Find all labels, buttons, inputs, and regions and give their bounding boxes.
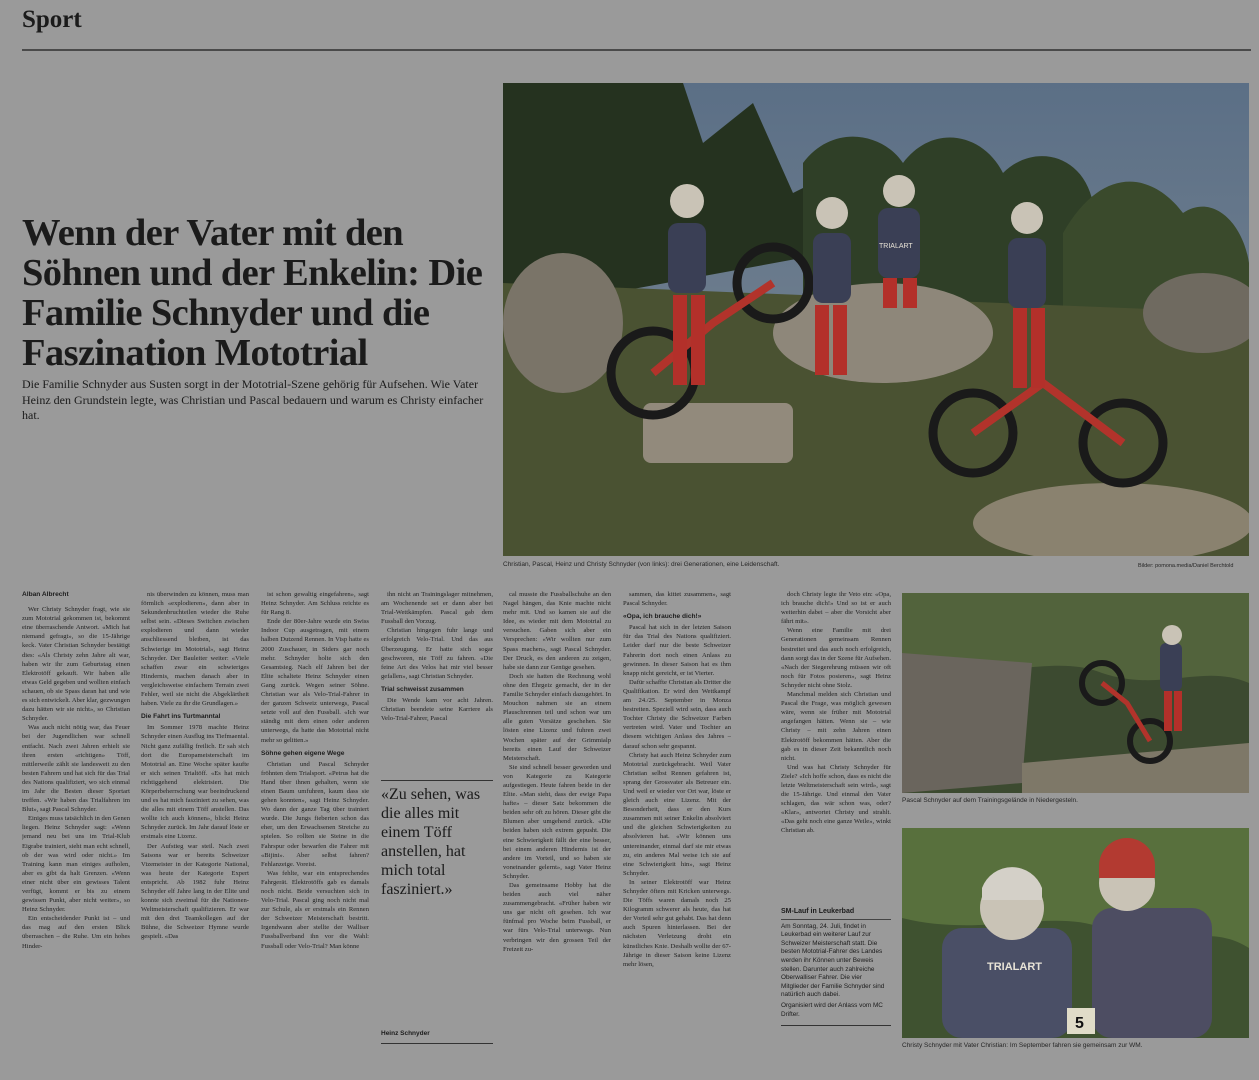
section-label: Sport: [22, 6, 82, 33]
article-column-3: [261, 590, 369, 1060]
col1-p3: Einiges muss tatsächlich in den Genen liegen. Heinz Schnyder sagt: «Wenn jemand neu bei uns im Trial-Klub Eigrabe trainiert, sieht man echt schnell, ob der was wird oder nicht.» Im Training kann man einiges aufholen, aber es gibt da halt Grenzen. «Wenn einer nicht über ein gewisses Talent verfügt, kommt er bis zu einem gewissen Punkt, aber nicht weiter», so Heinz Schnyder.: [22, 815, 130, 914]
top-rule: [22, 49, 1251, 51]
photo-christy-caption: Christy Schnyder mit Vater Christian: Im September fahren sie gemeinsam zur WM.: [902, 1042, 1143, 1049]
pull-quote: «Zu sehen, was die alles mit einem Töff anstellen, hat mich total fasziniert.»: [381, 780, 493, 899]
main-photo-caption: Christian, Pascal, Heinz und Christy Schnyder (von links): drei Generationen, eine Leidenschaft.: [503, 561, 780, 568]
plate-number: 5: [1075, 1015, 1084, 1032]
col3-p3: Christian und Pascal Schnyder fröhnten dem Trialsport. «Petrus hat die Hand über ihnen gehalten, wenn sie einen Baum umfuhren, kaum dass sie gehen konnten», sagt Heinz Schnyder. Wo dann der ganze Tag über trainiert wurde. Die Jungs fieberten schon das eher, um den Erwachsenen Streiche zu spielen. So rollten sie Steine in die Fahrspur oder bewarfen die Fahrer mit «Bijini». Aber selbst fahren? Fehlanzeige. Voreist.: [261, 760, 369, 868]
col3-p1: ist schon gewaltig eingefahren», sagt Heinz Schnyder. Am Schluss reichte es für Rang 8.: [261, 591, 369, 617]
col1-p4: Ein entscheidender Punkt ist – und das mag auf den ersten Blick überraschen – die Ruhe. Um ein hohes Hinder-: [22, 915, 130, 950]
col6-p3: Dafür schaffte Christian als Dritter die Qualifikation. Er wird den Wettkampf am 24./25. September in Monza bestreiten. Speziell wird sein, dass auch Tochter Christy die Schweizer Farben vertreten wird. Vater und Tochter an diesem wichtigen Anlass des Jahres – darauf schon sehr gespannt.: [623, 678, 731, 750]
article-column-7: [781, 590, 891, 902]
col6-p5: In seiner Elektrotöff war Heinz Schnyder öfters mit Kricken unterwegs. Die Töffs waren damals noch 25 Kilogramm schwerer als heute, das hat der Vorteil sehr gut gehabt. Das hat denn auch Spuren hinterlassen. Bei der nächsten Verletzung droht ein künstliches Knie. Deshalb wollte der 67-Jährige in dieser Saison keine Lizenz mehr lösen,: [623, 878, 731, 968]
main-photo: [503, 83, 1249, 556]
jersey-text: TRIALART: [879, 243, 913, 250]
jersey-text-christian: TRIALART: [987, 961, 1042, 973]
infobox-organizer: Organisiert wird der Anlass vom MC Drifter.: [781, 1001, 883, 1018]
subhead-col6: «Opa, ich brauche dich!»: [623, 613, 702, 621]
subhead-col3: Söhne gehen eigene Wege: [261, 749, 345, 757]
col3-p2: Ende der 80er-Jahre wurde ein Swiss Indoor Cup ausgetragen, mit einem halben Dutzend Rennen. In Visp hatte es 2000 Zuschauer, in Siders gar noch mehr. Schnyder holte sich den Gesamtsieg. Nach elf Jahren bei der Elite schaltete Heinz Schnyder einen Gang zurück. Wegen seiner Söhne. Christian war als Velo-Trial-Fahrer in der ganzen Schweiz unterwegs, Pascal setzte voll auf den Fussball. «Ich war ständig mit dem einen oder anderen unterwegs, da hatte das Mototrial nicht mehr so gelitten.»: [261, 618, 369, 744]
col6-p2: Pascal hat sich in der letzten Saison für das Trial des Nations qualifiziert. Leider darf nur die beste Schweizer Fahrerin dort noch einen Anlass zu gewinnen. In dieser Saison hat es ihm knapp nicht gereicht, er ist Vierter.: [623, 624, 731, 677]
subhead-col4: Trial schweisst zusammen: [381, 685, 464, 693]
main-photo-credit: Bilder: pomona.media/Daniel Berchtold: [1138, 563, 1234, 569]
col2-p3: Der Aufstieg war steil. Nach zwei Saisons war er bereits Schweizer Vizemeister in der Kategorie National, was heute der Kategorie Expert entspricht. Ab 1982 fuhr Heinz Schnyder elf Jahre lang in der Elite und konnte sich zweimal für die Nationen-Weltmeisterschaft qualifizieren. Er war mit den drei Teamkollegen auf der Bühne, die Schweizer Hymne wurde gespielt. «Das: [141, 842, 249, 941]
photo-pascal: [902, 593, 1249, 793]
subhead-col2: Die Fahrt ins Turtmanntal: [141, 713, 221, 721]
col5-p3: Sie sind schnell besser geworden und von Kategorie zu Kategorie aufgestiegen. Heute fahren beide in der Elite. «Man sieht, dass der ewige Papa hafte» – dieser Satz bekommen die beiden sehr oft zu hören. Dieser gibt die Blumen aber umgehend zurück. «Die beiden haben sich extrem gepusht. Die eine Schwierigkeit fällt der eine besser, bei einem anderen Hindernis ist der andere im Vorteil, und so haben sie voneinander gelernt», sagt Vater Heinz Schnyder.: [503, 763, 611, 880]
col1-p2: Was auch nicht nötig war, das Feuer bei der Jugendlichen war schnell entfacht. Nach zwei Jahren erhielt sie ihren ersten «richtigen» Töff, mittlerweile zählt sie landesweit zu den besten Fahrern und hat sich für das Trial des Nations qualifiziert, wo sich einmal im Jahr die Besten dieser Sportart treffen. «Wir haben das Trialfahren im Blut», sagt Pascal Schnyder.: [22, 724, 130, 814]
col7-p3: Manchmal melden sich Christian und Pascal die Frage, was möglich gewesen wäre, wenn sie früher mit Mototrial angefangen hätten. Wenn sie – wie Christy – mit zehn Jahren einen Elektrotöff bekommen hätten. Aber die gab es in dieser Zeit bekanntlich noch nicht.: [781, 691, 891, 762]
headline: Wenn der Vater mit den Söhnen und der Enkelin: Die Familie Schnyder und die Faszination Mototrial: [22, 212, 483, 374]
col5-p1: cal musste die Fussballschuhe an den Nagel hängen, das Knie machte nicht mehr mit. Und so kamen sie auf die Idee, es wieder mit dem Mototrial zu versuchen. Gaben sich aber ein Versprechen: «Wir wollten nur zum Spass machen», sagt Pascal Schnyder. Der Druck, es den anderen zu zeigen, habe sie dann zur Genüge gesehen.: [503, 591, 611, 671]
col6-p1: sammen, das kittet zusammen», sagt Pascal Schnyder.: [623, 591, 731, 608]
col1-p1: Wer Christy Schnyder fragt, wie sie zum Mototrial gekommen ist, bekommt eine überraschende Antwort. «Mich hat niemand gefragt», so die 15-Jährige keck. Vater Christian Schnyder bestätigt dies: «Als Christy zehn Jahre alt war, haben wir ihr zum Geburtstag einen Elektrotöff gekauft. Wir haben alle etwas Geld gegeben und wollten einfach schauen, ob sie Spass daran hat und wie es sich entwickelt. Aber klar, gezwungen dazu hätten wir sie nicht», so Christian Schnyder.: [22, 606, 130, 723]
photo-christy-christian: [902, 828, 1249, 1038]
article-column-6: [623, 590, 731, 1060]
article-column-2: [141, 590, 249, 1060]
col3-p4: Was fehlte, war ein entsprechendes Fahrgerät. Elektrotöffs gab es damals noch nicht. Beide versuchten sich in Velo-Trial. Pascal ging noch nicht mal zur Schule, als er erstmals ein Rennen der Schweizer Meisterschaft bestritt. Irgendwann aber stellte der Walliser Fussballverband ihn vor die Wahl: Fussball oder Velo-Trial? Man könne: [261, 869, 369, 950]
infobox-title: SM-Lauf in Leukerbad: [781, 908, 891, 920]
col2-p1: nis überwinden zu können, muss man förmlich «explodieren», dann aber in Sekundenbruchteilen wieder die Ruhe selbst sein. «Dieses Switchen zwischen explodieren und dann wieder anschliessend bleiben, ist das Schwierige im Mototrial», sagt Heinz Schnyder. Der Bauleiter weiter: «Viele schaffen zwar ein schwieriges Hindernis, machen danach aber in vergleichsweise einfachem Terrain zwei Fehler, weil sie nicht die Abgeklärtheit haben. Viele zu ihr die Grundlagen.»: [141, 591, 249, 708]
article-column-4: [381, 590, 493, 770]
lead-paragraph: Die Familie Schnyder aus Susten sorgt in der Mototrial-Szene gehörig für Aufsehen. Wie Vater Heinz den Grundstein legte, was Christian und Pascal bedauern und warum es Christy einfacher hat.: [22, 377, 484, 422]
byline: Alban Albrecht: [22, 591, 69, 598]
infobox: [781, 908, 891, 1026]
col5-p2: Doch sie hatten die Rechnung wohl ohne den Ehrgeiz gemacht, der in der Familie Schnyder einfach dazugehört. In Mouchon nahmen sie an einem Plauschrennen teil und schon war um alle guten Vorsätze geschehen. Sie lösten eine Lizenz und fuhren zwei Wochen später auf der Grimmialp bereits einen Lauf der Schweizer Meisterschaft.: [503, 672, 611, 762]
col2-p2: Im Sommer 1978 machte Heinz Schnyder einen Ausflug ins Tiefmaental. Nicht ganz zufällig freilich. Er sah sich dort die Europameisterschaft im Mototrial an. Eine Woche später kaufte er sich seinen Trialtöff. «Es hat mich richtiggehend elektrisiert. Die Körperbeherrschung war beeindruckend und es hat mich fasziniert zu sehen, was die alles mit einem Töff anstellen. Das wollte ich auch können», blickt Heinz Schnyder zurück. Im Jahr darauf löste er erstmals eine Lizenz.: [141, 724, 249, 841]
col4-p3: Die Wende kam vor acht Jahren. Christian beendete seine Karriere als Velo-Trial-Fahrer, Pascal: [381, 697, 493, 723]
col6-p4: Christy hat auch Heinz Schnyder zum Mototrial zurückgebracht. Weil Vater Christian selbst Rennen gefahren ist, sprang der Grossvater als Betreuer ein. Und weil er wieder vor Ort war, löste er gleich auch eine Lizenz. Mit der Besonderheit, dass er den Kurs zusammen mit seiner Enkelin absolviert und die gleichen Schwierigkeiten zu absolvieren hat. «Wir können uns untereinander, einmal darf sie mir etwas zu, ein anderes Mal weise ich sie auf eine Schwierigkeit hin», sagt Heinz Schnyder.: [623, 751, 731, 877]
photo-pascal-caption: Pascal Schnyder auf dem Trainingsgelände in Niedergesteln.: [902, 797, 1078, 804]
col4-p2: Christian hingegen fuhr lange und erfolgreich Velo-Trial. Und das aus Überzeugung. Er hatte sich sogar geschworen, nie Töff zu fahren. «Die feine Art des Velos hat mir viel besser gefallen», sagt Christian Schnyder.: [381, 627, 493, 680]
article-column-1: [22, 590, 130, 1060]
pull-quote-author: Heinz Schnyder: [381, 1030, 493, 1044]
col7-p1: doch Christy legte ihr Veto ein: «Opa, ich brauche dich!» Und so ist er auch weiterhin dabei – aber die Vorsicht aber fährt mit».: [781, 591, 891, 626]
col7-p4: Und was hat Christy Schnyder für Ziele? «Ich hoffe schon, dass es nicht die letzte Weltmeisterschaft sein wird», sagt die 15-Jährige. Und einmal den Vater schlagen, das wär schon was, oder? «Klar», antwortet Christy und strahlt. «Das geht noch eine ganze Weile», winkt Christian ab.: [781, 763, 891, 835]
infobox-text: Am Sonntag, 24. Juli, findet in Leukerbad ein weiterer Lauf zur Schweizer Meisterschaft statt. Die besten Mototrial-Fahrer des Landes werden ihr Können unter Beweis stellen. Darunter auch zahlreiche Oberwalliser Fahrer. Die vier Mitglieder der Familie Schnyder sind natürlich auch dabei.: [781, 922, 885, 999]
col7-p2: Wenn eine Familie mit drei Generationen gemeinsam Rennen bestreitet und das auch noch erfolgreich, dann sorgt das in der Szene für Aufsehen. «Nach der Siegerehrung müssen wir oft noch für Fotos posieren», sagt Heinz Schnyder nicht ohne Stolz.: [781, 627, 891, 689]
article-column-5: [503, 590, 611, 1060]
col4-p1: ihn nicht an Trainingslager mitnehmen, am Wochenende sei er dann aber bei Trial-Wettkämpfen. Pascal gab dem Fussball den Vorzug.: [381, 591, 493, 626]
col5-p4: Das gemeinsame Hobby hat die beiden auch viel näher zusammengebracht. «Früher haben wir uns gar nicht oft gesehen. Ich war fünfmal pro Woche beim Fussball, er war fürs Velo-Trial unterwegs. Nun verbringen wir den grossen Teil der Freizeit zu-: [503, 882, 611, 953]
